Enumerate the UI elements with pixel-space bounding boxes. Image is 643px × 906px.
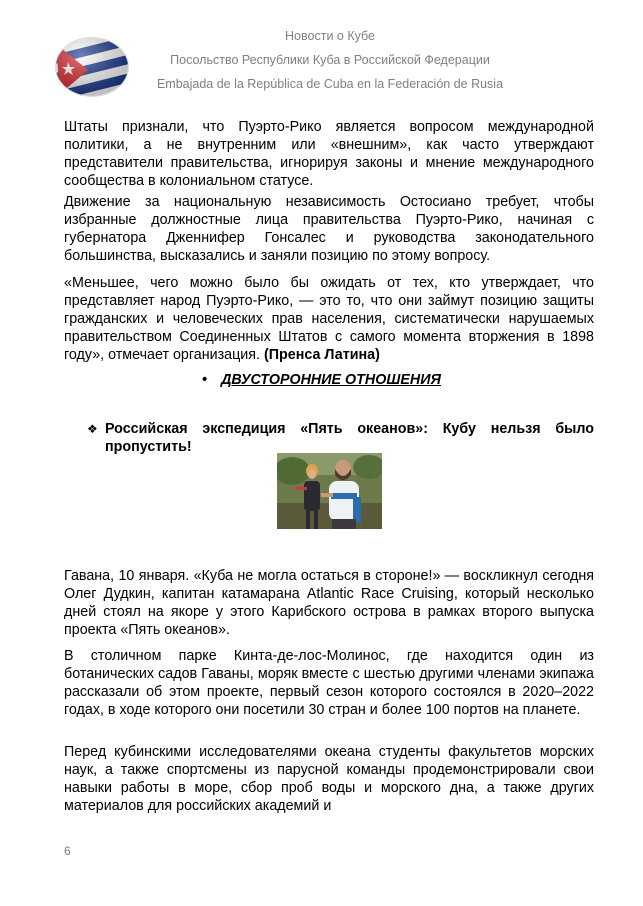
article-photo — [277, 453, 382, 529]
section-heading — [0, 372, 643, 388]
paragraph-1: Штаты признали, что Пуэрто-Рико является вопросом международной политики, а не внутренним или «внешним», как часто утверждают представители правительства, игнорируя законы и мнение международного сообщества в колониальном статусе. — [64, 119, 594, 189]
paragraph-3-text: «Меньшее, чего можно было бы ожидать от тех, кто утверждает, что представляет народ Пуэрто-Рико, — это то, что они займут позицию защиты гражданских и человеческих прав населения, систематически нарушаемых правительством Соединенных Штатов с самого момента вторжения в 1898 году», отмечает организация. — [64, 275, 594, 363]
embassy-logo — [54, 36, 130, 98]
section-title: ДВУСТОРОННИЕ ОТНОШЕНИЯ — [221, 372, 441, 388]
paragraph-6: Перед кубинскими исследователями океана студенты факультетов морских наук, а также спортсмены из парусной команды продемонстрировали свои навыки работы в море, сбор проб воды и морского дна, а также других материалов для российских академий и — [64, 744, 594, 814]
header-news-title: Новости о Кубе — [285, 29, 375, 43]
paragraph-2: Движение за национальную независимость Остосиано требует, чтобы избранные должностные лица правительства Пуэрто-Рико, начиная с губернатора Дженнифер Гонсалес и руководства законодательного большинства, высказались и заняли позицию по этому вопросу. — [64, 194, 594, 264]
diamond-bullet-icon: ❖ — [87, 422, 98, 436]
paragraph-4: Гавана, 10 января. «Куба не могла остаться в стороне!» — воскликнул сегодня Олег Дудкин, капитан катамарана Atlantic Race Cruising, который несколько дней стоял на якоре у этого Карибского острова в рамках второго выпуска проекта «Пять океанов». — [64, 568, 594, 638]
bullet-icon: • — [202, 372, 208, 388]
paragraph-3 — [64, 274, 594, 364]
paragraph-5: В столичном парке Кинта-де-лос-Молинос, где находится один из ботанических садов Гаваны, моряк вместе с шестью другими членами экипажа рассказали об этом проекте, первый сезон которого состоялся в 2020–2022 годах, в ходе которого они посетили 30 стран и более 100 портов на планете. — [64, 648, 594, 718]
article-headline-text: Российская экспедиция «Пять океанов»: Кубу нельзя было пропустить! — [105, 421, 594, 455]
page-number: 6 — [64, 844, 71, 858]
paragraph-3-source: (Пренса Латина) — [264, 347, 380, 363]
header-embassy-es: Embajada de la República de Cuba en la Federación de Rusia — [156, 77, 504, 91]
article-headline — [87, 420, 594, 456]
header-embassy-ru: Посольство Республики Куба в Российской Федерации — [170, 53, 490, 67]
